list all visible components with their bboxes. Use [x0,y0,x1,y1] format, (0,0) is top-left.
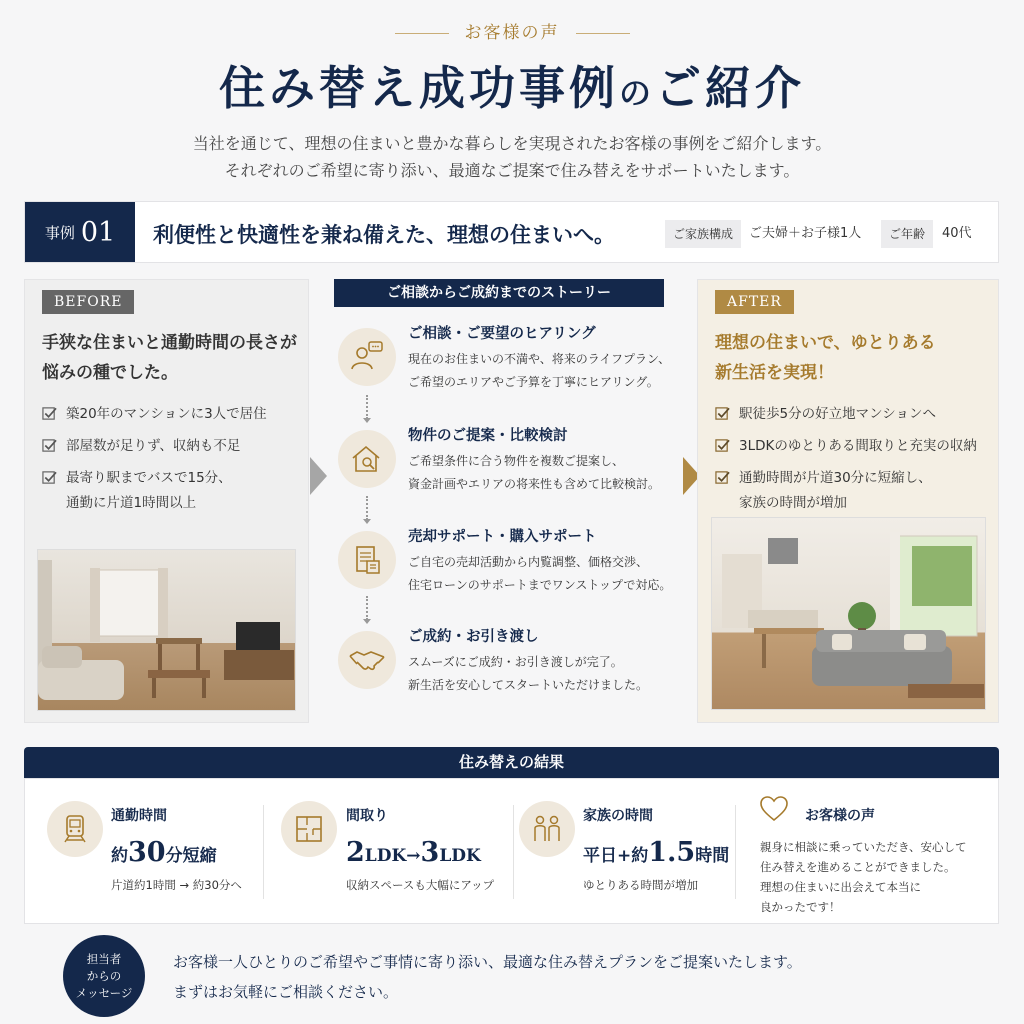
check-icon [42,406,57,421]
title-particle: の [618,74,655,112]
after-badge: AFTER [715,290,794,314]
case-title: 利便性と快適性を兼ね備えた、理想の住まいへ。 [153,222,615,247]
family-label: ご家族構成 [665,220,741,248]
title-main: 住み替え成功事例 [218,61,619,115]
heading-line: 新生活を実現！ [715,363,834,383]
family-icon [519,801,575,857]
result-commute [25,779,263,925]
before-arrow [310,457,327,495]
after-panel [697,279,999,723]
result-note: 片道約1時間 → 約30分へ [111,878,242,892]
voice-body [760,837,985,917]
result-value [111,837,217,868]
message-line: お客様一人ひとりのご希望やご事情に寄り添い、最適な住み替えプランをご提案いたします。 [173,953,802,971]
badge-line: からの [86,968,122,983]
step-connector [366,596,368,620]
after-heading [715,328,985,388]
age-label: ご年齢 [881,220,933,248]
value-number: 30 [128,837,166,868]
value-unit: LDK [439,846,481,866]
result-label: 通勤時間 [111,808,167,824]
step-title: 物件のご提案・比較検討 [408,428,568,444]
before-heading [42,328,312,388]
results-heading: 住み替えの結果 [24,747,999,778]
intro-line: 当社を通じて、理想の住まいと豊かな暮らしを実現されたお客様の事例をご紹介します。 [192,134,832,153]
step-line: ご自宅の売却活動から内覧調整、価格交渉、 [408,555,649,569]
staff-message-badge [63,935,145,1017]
case-bar [24,201,999,263]
list-item [715,466,977,516]
result-layout [263,779,513,925]
result-value [346,837,481,868]
list-item [42,434,267,459]
before-panel [24,279,309,723]
before-checklist [42,402,267,523]
step-title: 売却サポート・購入サポート [408,529,597,545]
page-title [0,52,1024,118]
badge-line: 担当者 [86,951,122,966]
room-illustration [38,550,296,711]
document-icon [338,531,396,589]
message-line: まずはお気軽にご相談ください。 [173,983,399,1001]
step-title: ご成約・お引き渡し [408,629,539,645]
badge-line: メッセージ [75,985,133,1000]
eyebrow [0,18,1024,43]
step-connector [366,496,368,520]
value-suffix: 時間 [695,846,730,866]
voice-line: 親身に相談に乗っていただき、安心して [760,840,967,854]
family-value: ご夫婦＋お子様1人 [749,226,862,241]
item-text: 部屋数が足りず、収納も不足 [66,438,241,454]
room-illustration [712,518,986,710]
case-label: 事例 [44,223,75,242]
value-number: 3 [420,837,440,868]
floorplan-icon [281,801,337,857]
result-note: 収納スペースも大幅にアップ [346,878,495,892]
list-item [715,402,977,427]
item-text: 駅徒歩5分の好立地マンションへ [739,406,936,422]
value-suffix: 分短縮 [165,846,217,866]
list-item [715,434,977,459]
case-number: 01 [80,216,116,248]
heart-icon [759,795,789,823]
intro-line: それぞれのご希望に寄り添い、最適なご提案で住み替えをサポートいたします。 [224,161,800,180]
step-line: 資金計画やエリアの将来性も含めて比較検討。 [408,477,661,491]
intro-text [0,130,1024,184]
item-text: 通勤時間が片道30分に短縮し、 [739,470,932,486]
result-family-time [513,779,735,925]
results-box [24,778,999,924]
value-arrow: → [406,846,421,866]
case-number-badge [25,202,135,262]
house-search-icon [338,430,396,488]
staff-message [173,947,973,1007]
step-line: 現在のお住まいの不満や、将来のライフプラン、 [408,352,671,366]
result-note: ゆとりある時間が増加 [583,878,698,892]
voice-line: 住み替えを進めることができました。 [760,860,956,874]
check-icon [715,470,730,485]
step-line: 新生活を安心してスタートいただけました。 [408,678,649,692]
title-end: ご紹介 [655,61,805,115]
before-room-photo [37,549,296,711]
item-text: 最寄り駅までバスで15分、 [66,470,232,486]
result-label: 家族の時間 [583,808,653,824]
result-label: 間取り [346,808,388,824]
step-connector [366,395,368,419]
item-text: 3LDKのゆとりある間取りと充実の収納 [739,438,977,454]
heading-line: 理想の住まいで、ゆとりある [715,333,936,353]
divider-line [395,33,449,34]
step-body [408,551,678,597]
story-heading: ご相談からご成約までのストーリー [334,279,664,307]
step-line: 住宅ローンのサポートまでワンストップで対応。 [408,578,672,592]
step-body [408,651,678,697]
value-number: 2 [346,837,365,868]
value-unit: LDK [364,846,407,866]
after-checklist [715,402,977,523]
eyebrow-text: お客様の声 [464,23,560,43]
train-icon [47,801,103,857]
divider-line [576,33,630,34]
result-value [583,837,729,868]
step-line: スムーズにご成約・お引き渡しが完了。 [408,655,623,669]
heading-line: 手狭な住まいと通勤時間の長さが [42,333,297,353]
check-icon [42,438,57,453]
value-number: 1.5 [648,837,696,868]
step-body [408,450,678,496]
consultation-icon [338,328,396,386]
heading-line: 悩みの種でした。 [42,363,178,383]
result-label: お客様の声 [805,808,875,824]
value-prefix: 約 [111,846,128,866]
step-body [408,348,678,394]
value-prefix: 平日+約 [583,846,649,866]
check-icon [42,470,57,485]
item-text: 家族の時間が増加 [739,495,847,511]
after-room-photo [711,517,986,710]
check-icon [715,438,730,453]
list-item [42,402,267,427]
before-badge: BEFORE [42,290,134,314]
step-line: ご希望のエリアやご予算を丁寧にヒアリング。 [408,375,659,389]
step-line: ご希望条件に合う物件を複数ご提案し、 [408,454,625,468]
voice-line: 理想の住まいに出会えて本当に [760,880,921,894]
check-icon [715,406,730,421]
list-item [42,466,267,516]
item-text: 通勤に片道1時間以上 [66,495,197,511]
handshake-icon [338,631,396,689]
age-value: 40代 [942,226,972,241]
voice-line: 良かったです！ [760,900,841,914]
item-text: 築20年のマンションに3人で居住 [66,406,267,422]
step-title: ご相談・ご要望のヒアリング [408,326,596,342]
